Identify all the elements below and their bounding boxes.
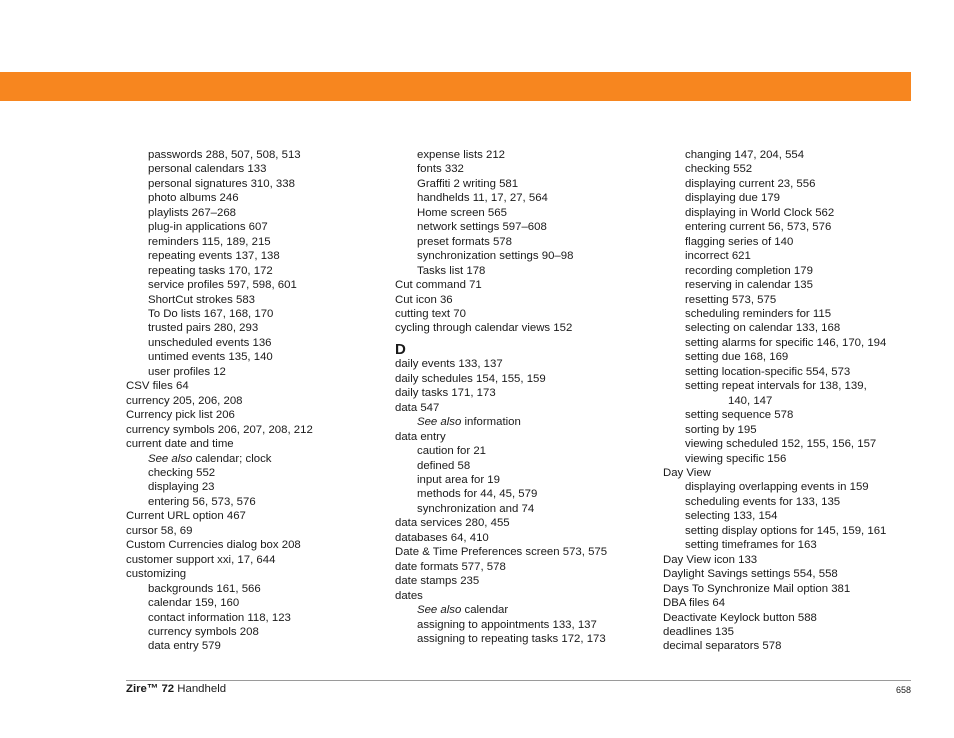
entry-text: data services 280, 455	[395, 517, 510, 530]
entry-text: entering 56, 573, 576	[148, 495, 256, 508]
entry-text: Date & Time Preferences screen 573, 575	[395, 546, 608, 559]
entry-text: fonts 332	[417, 163, 464, 176]
index-subentry	[395, 459, 657, 473]
index-subentry	[126, 148, 388, 162]
entry-text: calendar 159, 160	[148, 597, 240, 610]
entry-text: input area for 19	[417, 473, 500, 486]
entry-text: scheduling reminders for 115	[685, 307, 832, 320]
entry-text: date stamps 235	[395, 575, 480, 588]
entry-text: deadlines 135	[663, 625, 734, 638]
index-subentry	[663, 379, 933, 393]
entry-text: ShortCut strokes 583	[148, 293, 255, 306]
index-entry	[126, 437, 388, 451]
entry-text: setting display options for 145, 159, 161	[685, 524, 887, 537]
entry-text: setting due 168, 169	[685, 351, 789, 364]
index-entry	[395, 516, 657, 530]
index-subentry	[126, 177, 388, 191]
index-entry	[126, 538, 388, 552]
entry-text: information	[461, 416, 521, 429]
entry-text: viewing scheduled 152, 155, 156, 157	[685, 438, 877, 451]
entry-text: synchronization settings 90–98	[417, 250, 574, 263]
entry-text: user profiles 12	[148, 365, 226, 378]
footer-rule	[126, 680, 911, 681]
entry-text: personal signatures 310, 338	[148, 177, 295, 190]
entry-text: reserving in calendar 135	[685, 279, 813, 292]
index-subentry	[395, 473, 657, 487]
index-subentry	[395, 264, 657, 278]
index-subentry	[663, 278, 933, 292]
entry-text: displaying due 179	[685, 192, 780, 205]
entry-text: personal calendars 133	[148, 163, 267, 176]
entry-text: setting repeat intervals for 138, 139,	[685, 380, 867, 393]
see-also-label: See also	[148, 452, 193, 465]
index-subentry	[663, 509, 933, 523]
entry-text: Cut icon 36	[395, 293, 453, 306]
index-entry	[663, 567, 933, 581]
page-number: 658	[895, 685, 911, 695]
entry-text: assigning to repeating tasks 172, 173	[417, 632, 606, 645]
entry-text: databases 64, 410	[395, 531, 489, 544]
index-subentry	[395, 249, 657, 263]
index-subentry	[126, 336, 388, 350]
index-subentry	[126, 625, 388, 639]
entry-text: photo albums 246	[148, 192, 239, 205]
index-subentry	[395, 444, 657, 458]
index-subentry	[663, 437, 933, 451]
entry-text: currency symbols 208	[148, 625, 259, 638]
index-subentry	[663, 148, 933, 162]
index-subentry	[126, 466, 388, 480]
index-entry	[395, 278, 657, 292]
index-subentry	[663, 524, 933, 538]
entry-text: DBA files 64	[663, 597, 726, 610]
index-subentry	[126, 639, 388, 653]
entry-text: daily schedules 154, 155, 159	[395, 372, 546, 385]
index-entry	[395, 589, 657, 603]
index-subentry	[126, 191, 388, 205]
header-banner	[0, 72, 911, 101]
index-entry	[395, 531, 657, 545]
index-subentry	[663, 220, 933, 234]
index-entry	[663, 596, 933, 610]
entry-text: setting sequence 578	[685, 409, 794, 422]
entry-text: To Do lists 167, 168, 170	[148, 307, 274, 320]
index-subentry	[663, 162, 933, 176]
entry-text: scheduling events for 133, 135	[685, 495, 841, 508]
index-subentry	[395, 603, 657, 617]
index-entry	[395, 545, 657, 559]
entry-text: changing 147, 204, 554	[685, 149, 805, 161]
entry-text: Day View icon 133	[663, 553, 758, 566]
entry-text: unscheduled events 136	[148, 336, 272, 349]
index-subentry	[126, 365, 388, 379]
index-entry	[395, 560, 657, 574]
entry-text: daily tasks 171, 173	[395, 387, 496, 400]
index-subentry	[663, 307, 933, 321]
entry-text: reminders 115, 189, 215	[148, 235, 271, 248]
entry-text: data entry	[395, 430, 446, 443]
entry-text: customizing	[126, 568, 187, 581]
index-subentry	[395, 487, 657, 501]
index-entry	[395, 386, 657, 400]
entry-text: cycling through calendar views 152	[395, 322, 573, 335]
entry-text: selecting on calendar 133, 168	[685, 322, 841, 335]
index-subentry	[663, 249, 933, 263]
entry-text: caution for 21	[417, 445, 487, 458]
entry-text: decimal separators 578	[663, 640, 782, 653]
entry-text: setting location-specific 554, 573	[685, 365, 851, 378]
entry-text: expense lists 212	[417, 149, 506, 161]
entry-text: calendar; clock	[192, 452, 272, 465]
entry-text: passwords 288, 507, 508, 513	[148, 149, 301, 161]
index-entry	[126, 567, 388, 581]
entry-text: resetting 573, 575	[685, 293, 777, 306]
entry-text: displaying 23	[148, 481, 215, 494]
index-subentry	[663, 293, 933, 307]
index-subentry	[126, 162, 388, 176]
entry-text: setting timeframes for 163	[685, 539, 817, 552]
entry-text: viewing specific 156	[685, 452, 787, 465]
index-subentry	[663, 321, 933, 335]
index-subentry	[126, 582, 388, 596]
entry-text: sorting by 195	[685, 423, 757, 436]
entry-text: displaying overlapping events in 159	[685, 481, 869, 494]
see-also-label: See also	[417, 416, 462, 429]
entry-text: plug-in applications 607	[148, 221, 268, 234]
entry-text: recording completion 179	[685, 264, 813, 277]
entry-text: preset formats 578	[417, 235, 512, 248]
entry-text: dates	[395, 589, 423, 602]
index-subentry	[663, 408, 933, 422]
entry-text: backgrounds 161, 566	[148, 582, 261, 595]
index-entry	[663, 611, 933, 625]
index-subentry	[395, 206, 657, 220]
entry-text: Days To Synchronize Mail option 381	[663, 582, 851, 595]
entry-text: Tasks list 178	[417, 264, 486, 277]
index-subentry	[395, 162, 657, 176]
index-subentry	[126, 596, 388, 610]
index-subentry	[126, 235, 388, 249]
entry-text: displaying current 23, 556	[685, 177, 816, 190]
index-subentry	[663, 495, 933, 509]
entry-text: current date and time	[126, 438, 234, 451]
index-entry	[126, 423, 388, 437]
entry-text: displaying in World Clock 562	[685, 206, 835, 219]
index-subentry	[126, 278, 388, 292]
index-subentry	[663, 235, 933, 249]
entry-text: repeating events 137, 138	[148, 250, 280, 263]
entry-text: assigning to appointments 133, 137	[417, 618, 597, 631]
index-subentry	[126, 206, 388, 220]
index-subentry	[663, 365, 933, 379]
footer-product-name	[126, 683, 226, 695]
index-subentry	[395, 177, 657, 191]
footer-product-rest: Handheld	[174, 683, 227, 695]
index-entry	[395, 372, 657, 386]
entry-text: service profiles 597, 598, 601	[148, 279, 297, 292]
entry-text: playlists 267–268	[148, 206, 237, 219]
entry-text: Daylight Savings settings 554, 558	[663, 568, 838, 581]
index-entry	[126, 408, 388, 422]
index-column-3	[663, 148, 933, 654]
index-subentry	[663, 394, 933, 408]
index-subentry	[663, 177, 933, 191]
index-subentry	[663, 264, 933, 278]
index-entry	[395, 293, 657, 307]
entry-text: Cut command 71	[395, 279, 482, 292]
index-subentry	[663, 480, 933, 494]
entry-text: Custom Currencies dialog box 208	[126, 539, 301, 552]
index-entry	[395, 307, 657, 321]
entry-text: network settings 597–608	[417, 221, 547, 234]
index-subentry	[395, 220, 657, 234]
entry-text: 140, 147	[728, 394, 773, 407]
entry-text: methods for 44, 45, 579	[417, 488, 538, 501]
entry-text: synchronization and 74	[417, 502, 535, 515]
index-entry	[126, 394, 388, 408]
index-subentry	[395, 191, 657, 205]
entry-text: cutting text 70	[395, 307, 466, 320]
entry-text: Currency pick list 206	[126, 409, 235, 422]
entry-text: currency symbols 206, 207, 208, 212	[126, 423, 313, 436]
entry-text: Current URL option 467	[126, 510, 246, 523]
index-subentry	[395, 235, 657, 249]
entry-text: data entry 579	[148, 640, 221, 653]
index-entry	[395, 321, 657, 335]
entry-text: currency 205, 206, 208	[126, 394, 243, 407]
entry-text: entering current 56, 573, 576	[685, 221, 832, 234]
entry-text: cursor 58, 69	[126, 524, 193, 537]
index-subentry	[126, 611, 388, 625]
index-subentry	[126, 293, 388, 307]
index-entry	[395, 574, 657, 588]
entry-text: contact information 118, 123	[148, 611, 291, 624]
index-entry	[663, 553, 933, 567]
entry-text: Home screen 565	[417, 206, 507, 219]
index-entry	[126, 524, 388, 538]
index-entry	[126, 379, 388, 393]
index-entry	[126, 509, 388, 523]
entry-text: Graffiti 2 writing 581	[417, 177, 519, 190]
entry-text: handhelds 11, 17, 27, 564	[417, 192, 548, 205]
index-subentry	[126, 264, 388, 278]
index-subentry	[663, 538, 933, 552]
index-subentry	[126, 480, 388, 494]
index-entry	[395, 357, 657, 371]
entry-text: Day View	[663, 466, 711, 479]
entry-text: trusted pairs 280, 293	[148, 322, 259, 335]
index-entry	[663, 625, 933, 639]
entry-text: flagging series of 140	[685, 235, 794, 248]
index-entry	[663, 582, 933, 596]
entry-text: Deactivate Keylock button 588	[663, 611, 817, 624]
entry-text: calendar	[461, 604, 509, 617]
entry-text: daily events 133, 137	[395, 358, 503, 371]
entry-text: checking 552	[685, 163, 753, 176]
index-subentry	[126, 495, 388, 509]
entry-text: checking 552	[148, 466, 216, 479]
index-subentry	[126, 249, 388, 263]
index-subentry	[126, 220, 388, 234]
entry-text: untimed events 135, 140	[148, 351, 273, 364]
index-subentry	[395, 618, 657, 632]
index-entry	[395, 430, 657, 444]
entry-text: repeating tasks 170, 172	[148, 264, 273, 277]
index-entry	[663, 639, 933, 653]
index-subentry	[126, 452, 388, 466]
entry-text: setting alarms for specific 146, 170, 194	[685, 336, 887, 349]
index-entry	[395, 401, 657, 415]
entry-text: incorrect 621	[685, 250, 751, 263]
index-entry	[663, 466, 933, 480]
index-column-2	[395, 148, 657, 646]
entry-text: defined 58	[417, 459, 471, 472]
index-subentry	[126, 307, 388, 321]
entry-text: customer support xxi, 17, 644	[126, 553, 276, 566]
entry-text: selecting 133, 154	[685, 510, 778, 523]
index-column-1	[126, 148, 388, 654]
index-subentry	[663, 423, 933, 437]
index-subentry	[126, 350, 388, 364]
index-subentry	[395, 415, 657, 429]
index-subentry	[663, 350, 933, 364]
index-subentry	[663, 452, 933, 466]
section-letter: D	[395, 340, 406, 358]
index-subentry	[663, 206, 933, 220]
entry-text: date formats 577, 578	[395, 560, 506, 573]
index-subentry	[395, 502, 657, 516]
index-subentry	[663, 191, 933, 205]
index-entry	[126, 553, 388, 567]
index-subentry	[395, 148, 657, 162]
see-also-label: See also	[417, 604, 462, 617]
footer-product-bold: Zire™ 72	[126, 683, 175, 695]
entry-text: CSV files 64	[126, 380, 189, 393]
index-subentry	[395, 632, 657, 646]
entry-text: data 547	[395, 401, 440, 414]
index-subentry	[126, 321, 388, 335]
index-subentry	[663, 336, 933, 350]
